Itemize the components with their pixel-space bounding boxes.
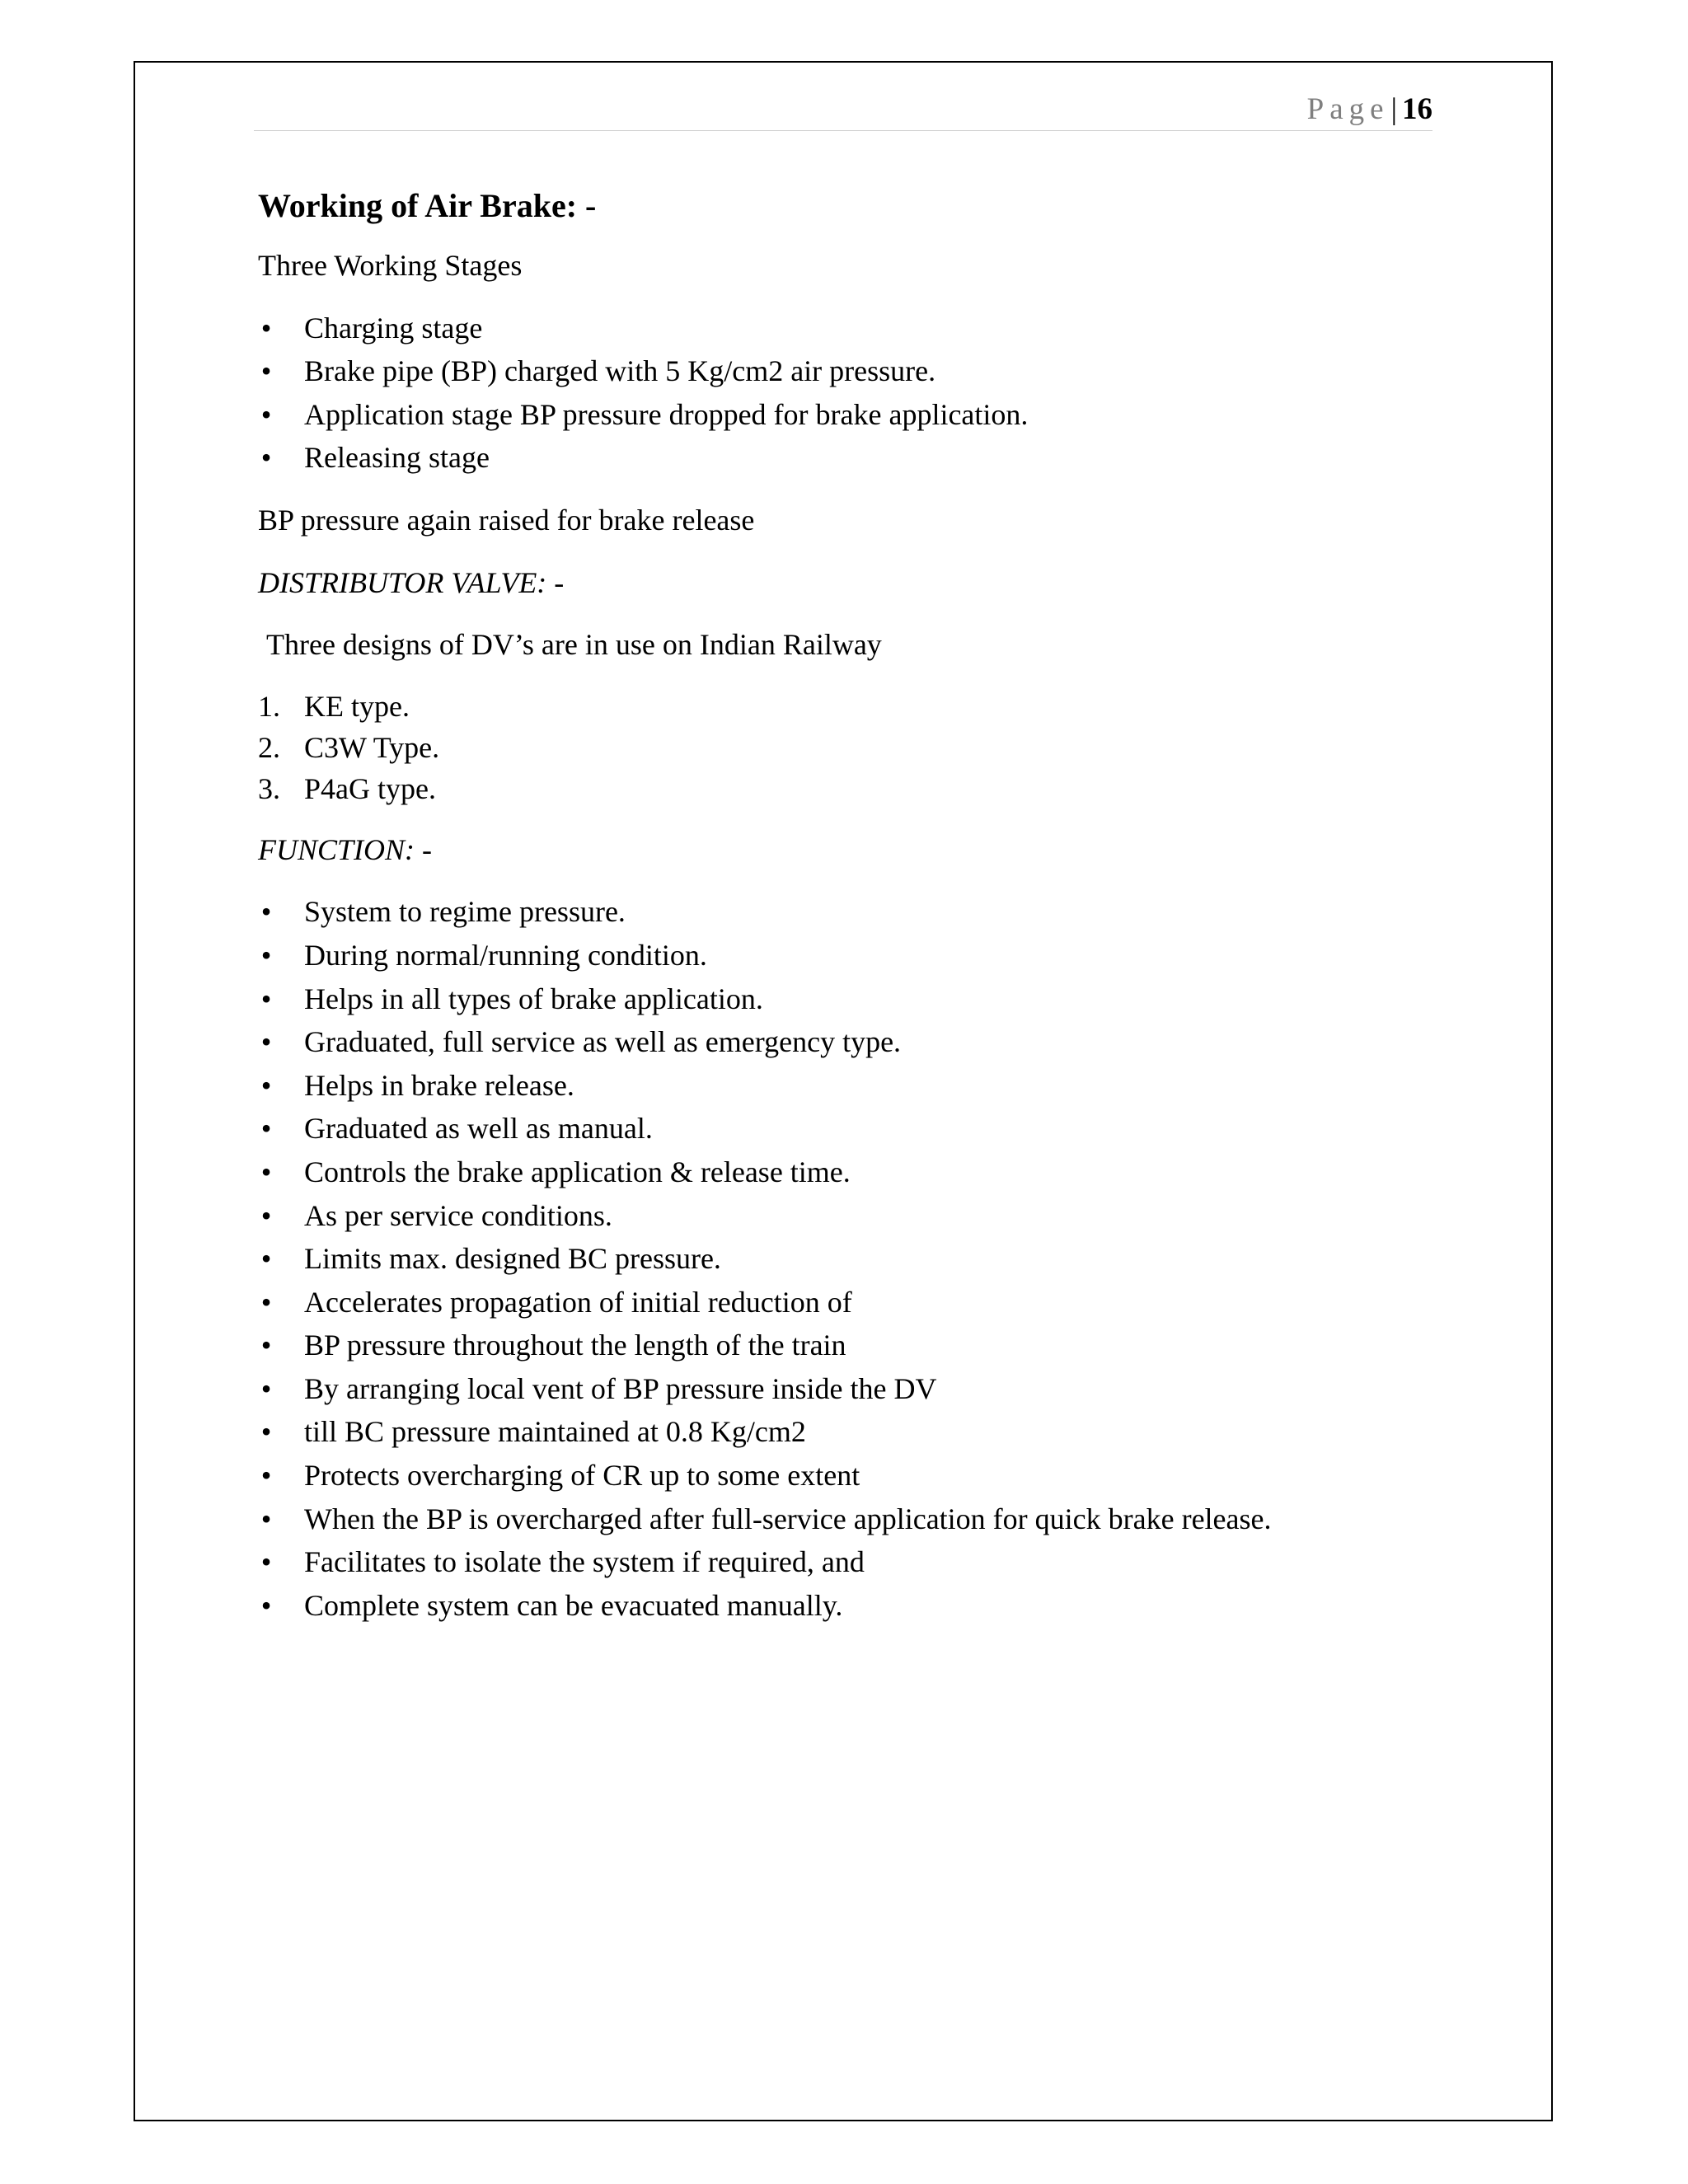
item-number: 1. — [258, 689, 280, 723]
list-item — [258, 1194, 1437, 1238]
list-item-text: Application stage BP pressure dropped for brake application. — [304, 397, 1029, 431]
list-item — [258, 977, 1437, 1021]
list-item-text: When the BP is overcharged after full-service application for quick brake release. — [304, 1502, 1272, 1535]
dv-types-list — [258, 686, 1437, 809]
distributor-valve-heading: DISTRIBUTOR VALVE: - — [258, 565, 565, 599]
numbered-item-text: C3W Type. — [304, 730, 440, 764]
list-item-text: Graduated as well as manual. — [304, 1112, 653, 1146]
bullet-icon: • — [260, 1155, 272, 1188]
list-item-text: Protects overcharging of CR up to some extent — [304, 1459, 860, 1493]
list-item-text: Brake pipe (BP) charged with 5 Kg/cm2 air pressure. — [304, 354, 936, 388]
list-item — [258, 1454, 1437, 1497]
bullet-icon: • — [260, 1242, 272, 1276]
numbered-item-text: P4aG type. — [304, 771, 436, 805]
numbered-item — [258, 768, 1437, 809]
bullet-icon: • — [260, 354, 272, 388]
page-number: 16 — [1402, 92, 1432, 126]
list-item-text: Releasing stage — [304, 441, 490, 475]
list-item-text: System to regime pressure. — [304, 895, 626, 929]
list-item-text: Facilitates to isolate the system if required, and — [304, 1545, 865, 1579]
list-item — [258, 934, 1437, 977]
list-item-text: Helps in all types of brake application. — [304, 982, 763, 1015]
list-item — [258, 1064, 1437, 1108]
list-item — [258, 1281, 1437, 1324]
list-item — [258, 1584, 1437, 1628]
list-item-text: Graduated, full service as well as emergency type. — [304, 1025, 902, 1059]
list-item-text: Limits max. designed BC pressure. — [304, 1242, 721, 1276]
bullet-icon: • — [260, 1068, 272, 1102]
after-stages-text: BP pressure again raised for brake release — [258, 503, 755, 537]
document-body — [258, 183, 1437, 1646]
list-item — [258, 349, 1437, 393]
list-item — [258, 436, 1437, 480]
bullet-icon: • — [260, 938, 272, 972]
list-item — [258, 307, 1437, 350]
page-header — [254, 92, 1432, 131]
function-heading: FUNCTION: - — [258, 832, 433, 866]
list-item-text: During normal/running condition. — [304, 938, 707, 972]
item-number: 2. — [258, 730, 280, 764]
bullet-icon: • — [260, 311, 272, 344]
list-item — [258, 1151, 1437, 1194]
bullet-icon: • — [260, 1502, 272, 1535]
bullet-icon: • — [260, 895, 272, 929]
stages-list — [258, 307, 1437, 480]
list-item-text: Complete system can be evacuated manually. — [304, 1588, 843, 1622]
bullet-icon: • — [260, 1285, 272, 1319]
list-item — [258, 1540, 1437, 1584]
page-separator: | — [1390, 92, 1397, 126]
list-item — [258, 393, 1437, 437]
bullet-icon: • — [260, 1459, 272, 1493]
bullet-icon: • — [260, 441, 272, 475]
bullet-icon: • — [260, 1198, 272, 1232]
section-heading: Working of Air Brake: - — [258, 187, 597, 224]
list-item — [258, 1367, 1437, 1411]
bullet-icon: • — [260, 1371, 272, 1405]
bullet-icon: • — [260, 397, 272, 431]
list-item — [258, 1107, 1437, 1151]
bullet-icon: • — [260, 1588, 272, 1622]
functions-list — [258, 890, 1437, 1627]
list-item-text: BP pressure throughout the length of the train — [304, 1329, 846, 1362]
list-item — [258, 1324, 1437, 1367]
bullet-icon: • — [260, 1545, 272, 1579]
list-item-text: Helps in brake release. — [304, 1068, 574, 1102]
bullet-icon: • — [260, 1329, 272, 1362]
bullet-icon: • — [260, 1025, 272, 1059]
list-item — [258, 1497, 1437, 1541]
bullet-icon: • — [260, 1415, 272, 1449]
numbered-item — [258, 686, 1437, 727]
list-item-text: till BC pressure maintained at 0.8 Kg/cm2 — [304, 1415, 806, 1449]
list-item-text: By arranging local vent of BP pressure inside the DV — [304, 1371, 937, 1405]
bullet-icon: • — [260, 982, 272, 1015]
list-item-text: Accelerates propagation of initial reduction of — [304, 1285, 852, 1319]
list-item-text: As per service conditions. — [304, 1198, 612, 1232]
list-item — [258, 1237, 1437, 1281]
list-item — [258, 1410, 1437, 1454]
stages-intro: Three Working Stages — [258, 249, 523, 282]
list-item — [258, 1020, 1437, 1064]
dv-intro: Three designs of DV’s are in use on Indian Railway — [266, 628, 882, 662]
list-item-text: Charging stage — [304, 311, 483, 344]
item-number: 3. — [258, 771, 280, 805]
list-item-text: Controls the brake application & release time. — [304, 1155, 851, 1188]
page-label: Page — [1306, 92, 1390, 126]
numbered-item — [258, 727, 1437, 768]
numbered-item-text: KE type. — [304, 689, 410, 723]
list-item — [258, 890, 1437, 934]
bullet-icon: • — [260, 1112, 272, 1146]
